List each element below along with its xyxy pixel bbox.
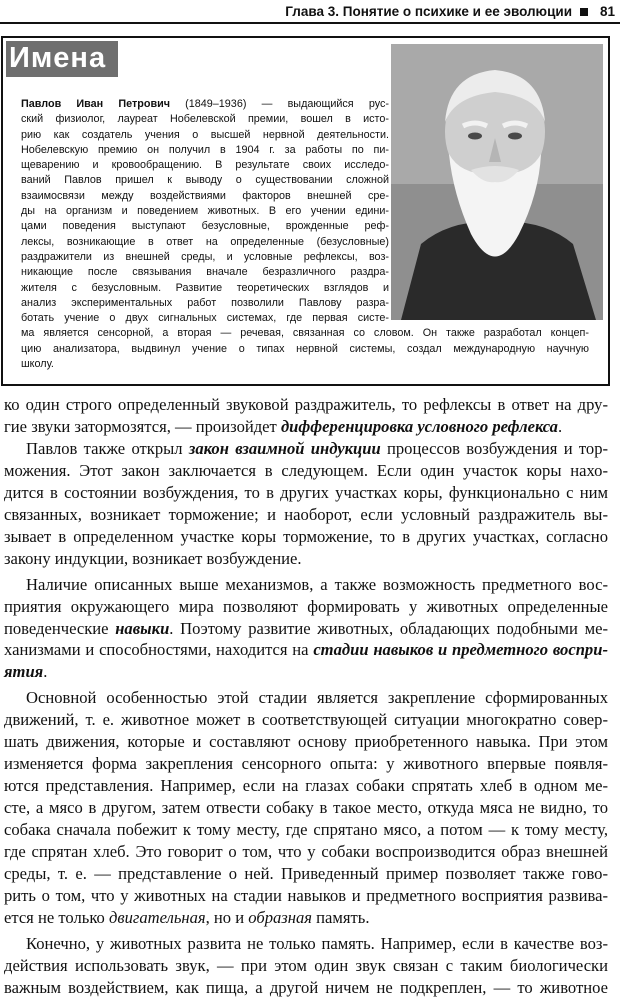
biography-text xyxy=(21,97,589,372)
text-line: ханизмами и способностями, находится на стадии навыков и предметного воспри- xyxy=(4,640,608,660)
bio-line: ский физиолог, лауреат Нобелевской премии, вошел в исто- xyxy=(21,113,389,126)
bio-line: анализ экспериментальных работ позволили Павлову разра- xyxy=(21,296,389,309)
text-line: рить о том, что у животных на стадии навыков и предметного восприятия развива- xyxy=(4,885,608,905)
text-line: закону индукции, возникает возбуждение. xyxy=(4,548,302,568)
bio-line: лексы, возникающие в ответ на определенные (безусловные) xyxy=(21,235,389,248)
header-square-icon xyxy=(580,8,588,16)
bio-line: Павлов Иван Петрович (1849–1936) — выдающийся рус- xyxy=(21,98,389,110)
bio-line: рию как создатель учения о высшей нервной деятельности. xyxy=(21,128,389,141)
bio-line: никающие после связывания вначале безразличного раздра- xyxy=(21,266,389,279)
bio-line: ботать учение о двух сигнальных системах, где первая систе- xyxy=(21,312,389,325)
names-sidebar-box xyxy=(1,36,610,386)
text-line: ется не только двигательная, но и образная память. xyxy=(4,907,370,927)
text-line: зывает в определенном участке коры торможение, то в других участках, согласно xyxy=(4,526,608,546)
text-line: ятия. xyxy=(4,662,48,682)
text-line: ются представления. Например, если на глазах собаки спрятать хлеб в одном ме- xyxy=(4,776,608,796)
text-line: можения. Этот закон заключается в следующем. Если один участок коры нахо- xyxy=(4,460,608,480)
text-line: дится в состоянии возбуждения, то в других участках коры, функционально с ним xyxy=(4,482,608,502)
text-line: Наличие описанных выше механизмов, а также возможность предметного вос- xyxy=(26,574,608,594)
running-header xyxy=(0,0,620,24)
bio-line: взаимосвязи между воздействиями факторов внешней сре- xyxy=(21,189,389,202)
text-line: Павлов также открыл закон взаимной индукции процессов возбуждения и тор- xyxy=(26,438,609,458)
term: навыки xyxy=(115,618,170,638)
bio-line: цию анализатора, выдвинул учение о типах нервной системы, создал международную научную xyxy=(21,342,589,355)
text-line: связанных, возникает торможение; и наоборот, если условный раздражитель вы- xyxy=(4,504,608,524)
text-line: Основной особенностью этой стадии является закрепление сформированных xyxy=(26,688,608,708)
bio-line: ды на организм и поведением животных. В его учении едини- xyxy=(21,205,389,218)
text-line: важным воздействием, как пища, а другой ничем не подкреплен, — то животное xyxy=(4,977,608,997)
bio-line: жителя с безусловным. Развитие теоретических взглядов и xyxy=(21,281,389,294)
text-line: собака сначала побежит к тому месту, где спрятано мясо, а потом — к тому месту, xyxy=(4,820,608,840)
bio-line: цами поведения выступают безусловные, врожденные реф- xyxy=(21,220,389,233)
text-line: приятия окружающего мира позволяют формировать у животных определенные xyxy=(4,596,608,616)
bio-line: раздражители из внешней среды, и условные рефлексы, воз- xyxy=(21,250,389,263)
text-line: где спрятан хлеб. Это говорит о том, что у собаки воспроизводится образ внешней xyxy=(4,842,608,862)
bio-line: Нобелевскую премию он получил в 1904 г. за работы по пи- xyxy=(21,143,389,156)
text-line: действия использовать звук, — при этом один звук связан с таким биологически xyxy=(4,955,608,975)
text-line: шать движения, которые и составляют основу приобретенного навыка. При этом xyxy=(4,732,608,752)
person-name: Павлов Иван Петрович xyxy=(21,98,170,110)
text-line: ко один строго определенный звуковой раздражитель, то рефлексы в ответ на дру- xyxy=(4,395,608,414)
bio-line: школу. xyxy=(21,358,54,371)
text-line: среды, т. е. — представление о ней. Приведенный пример позволяет также гово- xyxy=(4,864,608,884)
bio-line: ма является сенсорной, а вторая — речевая, связанная со словом. Он также разработал концеп- xyxy=(21,327,589,340)
text-line: поведенческие навыки. Поэтому развитие животных, обладающих подобными ме- xyxy=(4,618,608,638)
box-heading: Имена xyxy=(9,42,107,74)
page-number: 81 xyxy=(599,4,615,19)
main-text xyxy=(4,394,608,999)
text-line: сте, а мясо в другом, затем отвести собаку в такое место, откуда мяса не видно, то xyxy=(4,798,608,818)
text-line: изменяется форма закрепления сенсорного опыта: у животного впервые появля- xyxy=(4,754,608,774)
term: дифференцировка условного рефлекса xyxy=(280,416,558,436)
text-line: движений, т. е. животное может в соответствующей ситуации многократно совер- xyxy=(4,710,608,730)
heading-banner xyxy=(6,41,118,77)
term: закон взаимной индукции xyxy=(188,438,381,458)
text-line: Конечно, у животных развита не только память. Например, если в качестве воз- xyxy=(26,933,608,953)
bio-line: ваний Павлов пришел к выводу о существовании сложной xyxy=(21,174,389,187)
italic-term: образная xyxy=(248,907,313,927)
chapter-title: Глава 3. Понятие о психике и ее эволюции xyxy=(285,4,572,19)
text-line: гие звуки затормозятся, — произойдет дифференцировка условного рефлекса. xyxy=(4,416,563,436)
bio-line: щеварению и кровообращению. В результате своих исследо- xyxy=(21,159,389,172)
term: стадии навыков и предметного воспри- xyxy=(313,640,608,660)
italic-term: двигательная xyxy=(108,907,206,927)
term: ятия xyxy=(4,662,44,682)
